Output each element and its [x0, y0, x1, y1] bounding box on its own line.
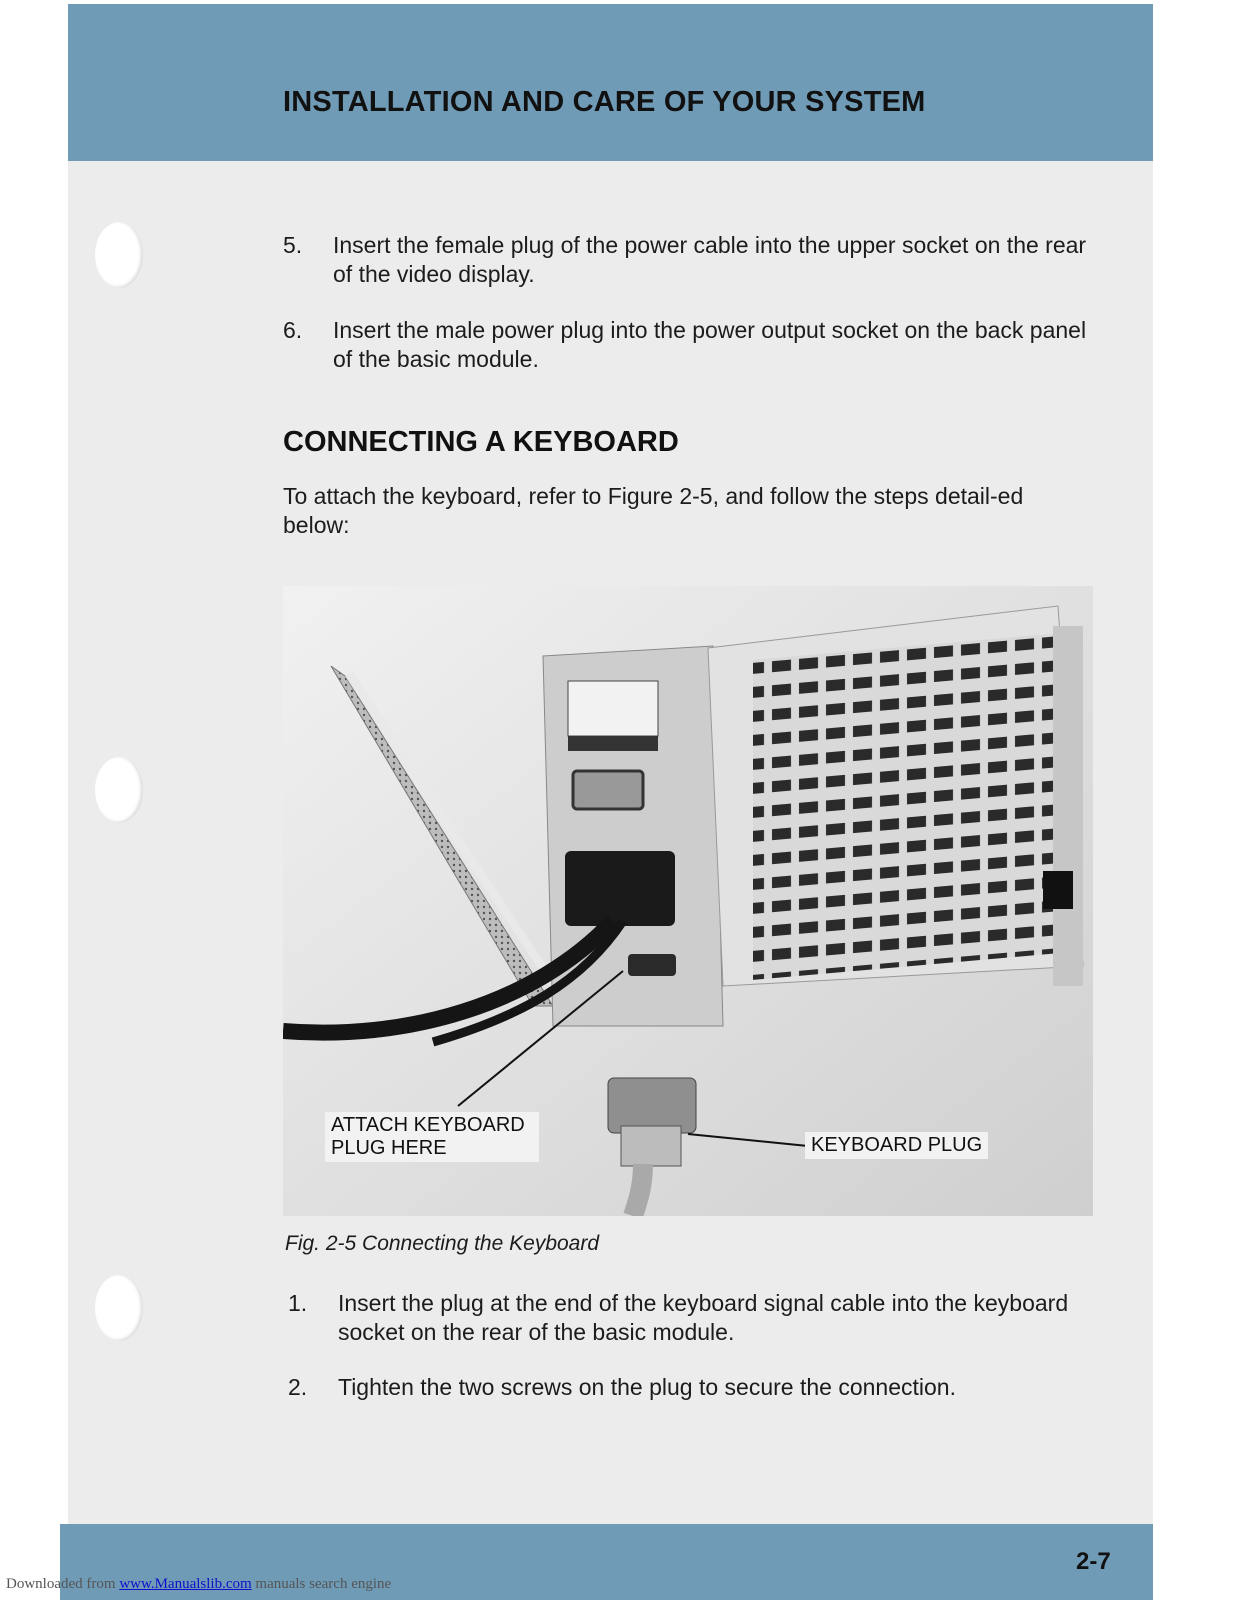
page-number: 2-7	[1076, 1548, 1111, 1575]
step-number: 5.	[283, 232, 303, 258]
download-watermark	[6, 1576, 391, 1593]
step-text: Insert the male power plug into the power output socket on the back panel of the basic module.	[333, 317, 1087, 372]
step-number: 1.	[288, 1290, 308, 1316]
manualslib-link[interactable]: www.Manualslib.com	[119, 1576, 252, 1592]
figure-caption: Fig. 2-5 Connecting the Keyboard	[285, 1232, 600, 1255]
binder-hole-middle	[95, 757, 143, 823]
figure-photo	[283, 586, 1093, 1216]
binder-hole-bottom	[95, 1275, 143, 1341]
header-band	[68, 4, 1153, 161]
watermark-prefix: Downloaded from	[6, 1576, 120, 1592]
section-intro: To attach the keyboard, refer to Figure 2-5, and follow the steps detail-ed below:	[283, 483, 1024, 538]
callout-attach-keyboard: ATTACH KEYBOARD PLUG HERE	[325, 1112, 539, 1162]
step-text: Insert the female plug of the power cable into the upper socket on the rear of the video display.	[333, 232, 1087, 287]
step-text: Insert the plug at the end of the keyboard signal cable into the keyboard socket on the rear of the basic module.	[338, 1290, 1069, 1345]
step-number: 2.	[288, 1374, 308, 1400]
binder-hole-top	[95, 222, 143, 288]
watermark-suffix: manuals search engine	[251, 1576, 392, 1592]
page-header-title: INSTALLATION AND CARE OF YOUR SYSTEM	[283, 86, 926, 118]
step-text: Tighten the two screws on the plug to secure the connection.	[338, 1374, 956, 1400]
section-heading: CONNECTING A KEYBOARD	[283, 426, 679, 458]
step-number: 6.	[283, 317, 303, 343]
callout-keyboard-plug: KEYBOARD PLUG	[805, 1132, 988, 1159]
